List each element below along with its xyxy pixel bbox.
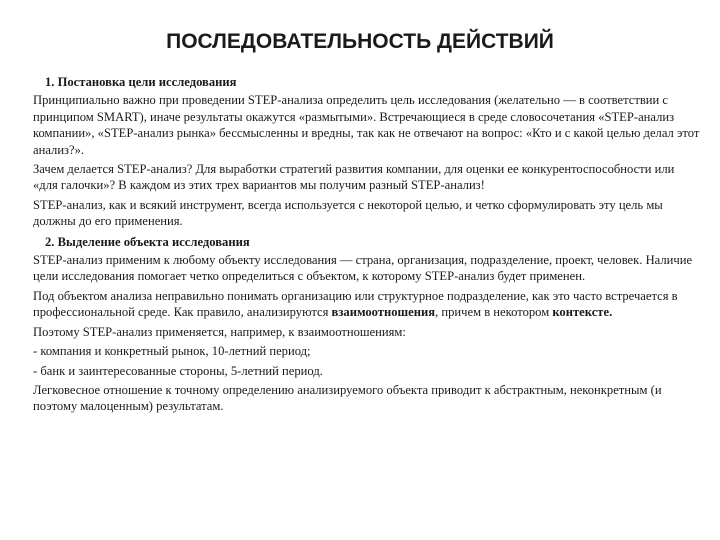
- section-2-paragraph-3: Поэтому STEP-анализ применяется, например, к взаимоотношениям:: [33, 324, 406, 339]
- list-item: - компания и конкретный рынок, 10-летний период;: [33, 344, 311, 359]
- section-1-paragraph-3: STEP-анализ, как и всякий инструмент, всегда используется с некоторой целью, и четко сформулировать эту цель мы должны до его применения.: [33, 197, 663, 229]
- section-1-paragraph-2: Зачем делается STEP-анализ? Для выработки стратегий развития компании, для оценки ее конкурентоспособности или «для галочки»? В каждом из этих трех вариантов мы получим разный STEP-анализ!: [33, 162, 675, 193]
- section-2-paragraph-2-text-b: , причем в некотором: [435, 305, 553, 320]
- page-title: ПОСЛЕДОВАТЕЛЬНОСТЬ ДЕЙСТВИЙ: [166, 30, 554, 53]
- section-1-heading: 1. Постановка цели исследования: [45, 75, 237, 89]
- emphasis-context: контексте.: [552, 305, 613, 320]
- section-2-paragraph-2: [33, 288, 701, 321]
- section-2-paragraph-1: STEP-анализ применим к любому объекту исследования — страна, организация, подразделение, проект, человек. Наличие цели исследования помогает четко определиться с объектом, к которому STEP-анализ будет применен.: [33, 253, 693, 284]
- section-2-paragraph-2-text-a: Под объектом анализа неправильно понимать организацию или структурное подразделение, как это часто встречается в профессиональной среде. Как правило, анализируются: [33, 288, 678, 320]
- slide-body: [33, 74, 701, 418]
- emphasis-relationships: взаимоотношения: [331, 305, 436, 320]
- section-2-heading: 2. Выделение объекта исследования: [45, 234, 250, 249]
- section-2-paragraph-6: Легковесное отношение к точному определению анализируемого объекта приводит к абстрактным, неконкретным (и поэтому малоценным) результатам.: [33, 382, 662, 414]
- section-1-paragraph-1: Принципиально важно при проведении STEP-анализа определить цель исследования (желательно — в соответствии с принципом SMART), иначе результаты окажутся «размытыми». Встречающиеся в среде словосочетания «STEP-анализ компании», «STEP-анализ рынка» бессмысленны и вредны, так как не отвечают на вопрос: «Кто и с какой целью делал этот анализ?».: [33, 93, 700, 157]
- list-item: - банк и заинтересованные стороны, 5-летний период.: [33, 363, 323, 378]
